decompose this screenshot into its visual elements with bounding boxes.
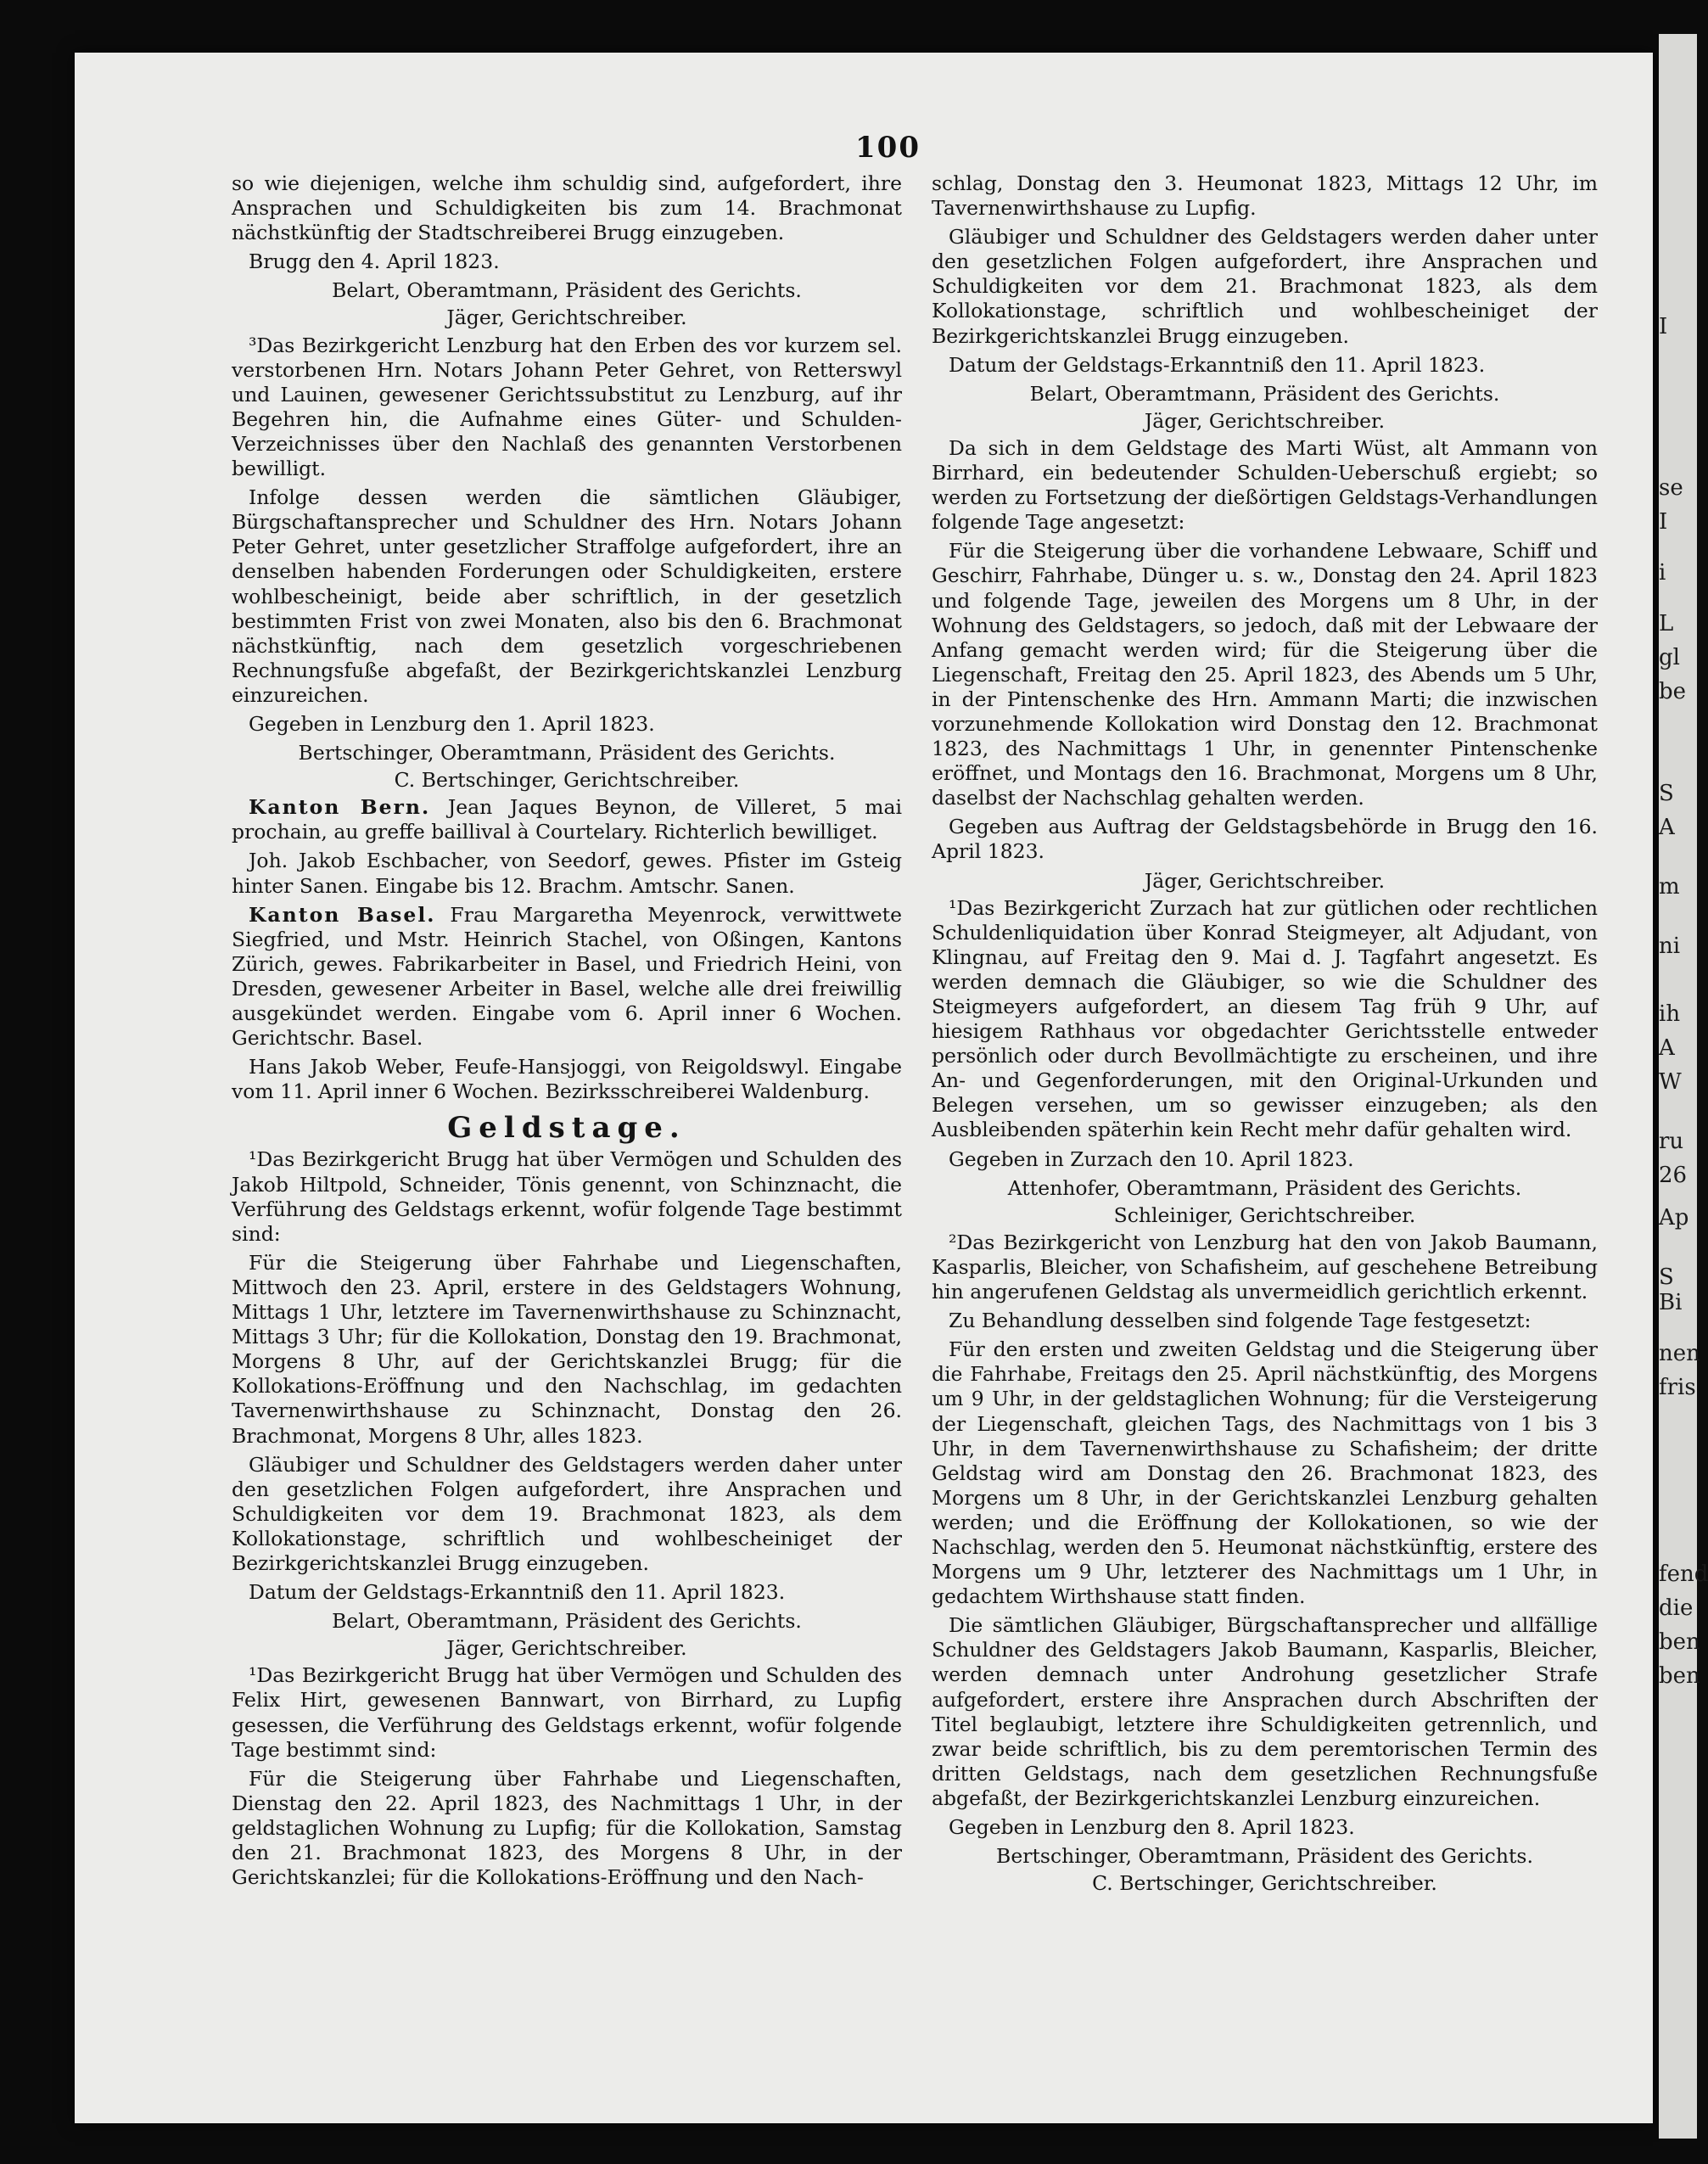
canton-lead: Kanton Basel. xyxy=(249,902,436,927)
notice-paragraph: Für die Steigerung über Fahrhabe und Liegenschaften, Dienstag den 22. April 1823, des Nachmittags 1 Uhr, in der geldstaglichen Wohnung zu Lupfig; für die Kollokation, Samstag den 21. Brachmonat 1823, des Morgens 8 Uhr, in der Gerichtskanzlei; für die Kollokations-Eröffnung und den Nach- xyxy=(232,1766,902,1890)
section-heading: Geldstage. xyxy=(447,1111,686,1146)
adjacent-page-fragment: W xyxy=(1659,1069,1682,1095)
notice-paragraph: Für den ersten und zweiten Geldstag und die Steigerung über die Fahrhabe, Freitags den 25. April nächstkünftig, des Morgens um 9 Uhr, in der geldstaglichen Wohnung; für die Versteigerung der Liegenschaft, gleichen Tags, des Nachmittags von 1 bis 3 Uhr, in dem Tavernenwirthshause zu Schafisheim; der dritte Geldstag wird am Donstag den 26. Brachmonat 1823, des Morgens um 8 Uhr, in der Gerichtskanzlei Lenzburg gehalten werden; und die Eröffnung der Kollokationen, so wie der Nachschlag, werden den 5. Heumonat nächstkünftig, erstere des Morgens um 9 Uhr, letzterer des Nachmittags um 1 Uhr, in gedachtem Wirthshause statt finden. xyxy=(932,1337,1598,1609)
adjacent-page-fragment: A xyxy=(1659,815,1675,840)
adjacent-page-fragment: ih xyxy=(1659,1001,1681,1027)
adjacent-page-fragment: S xyxy=(1659,781,1674,806)
signature-line: Jäger, Gerichtschreiber. xyxy=(1144,868,1386,893)
notice-paragraph: Gläubiger und Schuldner des Geldstagers werden daher unter den gesetzlichen Folgen aufgefordert, ihre Ansprachen und Schuldigkeiten vor dem 21. Brachmonat 1823, als dem Kollokationstage, schriftlich und wohlbescheiniget der Bezirkgerichtskanzlei Brugg einzugeben. xyxy=(932,225,1598,348)
notice-paragraph: Gegeben in Zurzach den 10. April 1823. xyxy=(949,1146,1354,1171)
notice-paragraph: ³Das Bezirkgericht Lenzburg hat den Erben des vor kurzem sel. verstorbenen Hrn. Notars Johann Peter Gehret, von Retterswyl und Lauinen, gewesener Gerichtssubstitut zu Lenzburg, auf ihr Begehren hin, die Aufnahme eines Güter- und Schulden-Verzeichnisses über den Nachlaß des genannten Verstorbenen bewilligt. xyxy=(232,333,902,481)
notice-paragraph: ¹Das Bezirkgericht Brugg hat über Vermögen und Schulden des Jakob Hiltpold, Schneider, Tönis genennt, von Schinznacht, die Verführung des Geldstags erkennt, wofür folgende Tage bestimmt sind: xyxy=(232,1147,902,1246)
notice-paragraph: so wie diejenigen, welche ihm schuldig sind, aufgefordert, ihre Ansprachen und Schuldigkeiten bis zum 14. Brachmonat nächstkünftig der Stadtschreiberei Brugg einzugeben. xyxy=(232,171,902,245)
notice-paragraph: Gegeben in Lenzburg den 1. April 1823. xyxy=(249,711,655,736)
notice-paragraph: ¹Das Bezirkgericht Zurzach hat zur gütlichen oder rechtlichen Schuldenliquidation über Konrad Steigmeyer, alt Adjudant, von Klingnau, auf Freitag den 9. Mai d. J. Tagfahrt angesetzt. Es werden demnach die Gläubiger, so wie die Schuldner des Steigmeyers aufgefordert, an diesem Tag früh 9 Uhr, auf hiesigem Rathhaus vor obgedachter Gerichtsstelle entweder persönlich oder durch Bevollmächtigte zu erscheinen, und ihre An- und Gegenforderungen, mit den Original-Urkunden und Belegen versehen, um so gewisser einzugeben; als den Ausbleibenden späterhin kein Recht mehr dafür gehalten wird. xyxy=(932,895,1598,1142)
adjacent-page-fragment: I xyxy=(1659,509,1668,535)
adjacent-page-fragment: 26 xyxy=(1659,1163,1688,1188)
notice-paragraph: Gegeben in Lenzburg den 8. April 1823. xyxy=(949,1815,1355,1839)
newspaper-page xyxy=(75,53,1653,2123)
adjacent-page-edge xyxy=(1659,34,1708,2139)
notice-paragraph: Die sämtlichen Gläubiger, Bürgschaftansprecher und allfällige Schuldner des Geldstagers Jakob Baumann, Kasparlis, Bleicher, werden demnach unter Androhung gesetzlicher Strafe aufgefordert, erstere ihre Ansprachen durch Abschriften der Titel beglaubigt, letztere ihre Schuldigkeiten getrennlich, und zwar beide schriftlich, bis zu dem peremtorischen Termin des dritten Geldstags, nach dem gesetzlichen Rechnungsfuße abgefaßt, der Bezirkgerichtskanzlei Lenzburg einzureichen. xyxy=(932,1613,1598,1810)
adjacent-page-fragment: gl xyxy=(1659,645,1680,670)
adjacent-page-fragment: fend xyxy=(1659,1561,1708,1587)
notice-paragraph: Datum der Geldstags-Erkanntniß den 11. April 1823. xyxy=(949,352,1486,377)
notice-paragraph: Joh. Jakob Eschbacher, von Seedorf, gewes. Pfister im Gsteig hinter Sanen. Eingabe bis 12. Brachm. Amtschr. Sanen. xyxy=(232,849,902,898)
adjacent-page-fragment: S xyxy=(1659,1264,1674,1290)
notice-paragraph: schlag, Donstag den 3. Heumonat 1823, Mittags 12 Uhr, im Tavernenwirthshause zu Lupfig. xyxy=(932,171,1598,221)
signature-line: Bertschinger, Oberamtmann, Präsident des Gerichts. xyxy=(996,1844,1533,1869)
notice-text: Jean Jaques Beynon, de Villeret, 5 mai prochain, au greffe baillival à Courtelary. Richterlich bewilliget. xyxy=(232,795,902,844)
signature-line: C. Bertschinger, Gerichtschreiber. xyxy=(1092,1871,1437,1896)
signature-line: Jäger, Gerichtschreiber. xyxy=(446,1636,687,1661)
notice-paragraph: Infolge dessen werden die sämtlichen Gläubiger, Bürgschaftansprecher und Schuldner des Hrn. Notars Johann Peter Gehret, unter gesetzlicher Straffolge aufgefordert, ihre an denselben habenden Forderungen oder Schuldigkeiten, erstere wohlbescheinigt, beide aber schriftlich, in der gesetzlich bestimmten Frist von zwei Monaten, also bis den 6. Brachmonat nächstkünftig, nach dem gesetzlich vorgeschriebenen Rechnungsfuße abgefaßt, der Bezirkgerichtskanzlei Lenzburg einzureichen. xyxy=(232,485,902,707)
adjacent-page-fragment: ru xyxy=(1659,1129,1684,1154)
notice-paragraph: Da sich in dem Geldstage des Marti Wüst, alt Ammann von Birrhard, ein bedeutender Schulden-Ueberschuß ergiebt; so werden zu Fortsetzung der dießörtigen Geldstags-Verhandlungen folgende Tage angesetzt: xyxy=(932,435,1598,535)
notice-paragraph: Gläubiger und Schuldner des Geldstagers werden daher unter den gesetzlichen Folgen aufgefordert, ihre Ansprachen und Schuldigkeiten vor dem 19. Brachmonat 1823, als dem Kollokationstage, schriftlich und wohlbescheiniget der Bezirkgerichtskanzlei Brugg einzugeben. xyxy=(232,1452,902,1575)
signature-line: Jäger, Gerichtschreiber. xyxy=(1144,408,1386,433)
signature-line: Belart, Oberamtmann, Präsident des Gerichts. xyxy=(1029,381,1500,406)
adjacent-page-fragment: Ap xyxy=(1659,1205,1689,1231)
adjacent-page-fragment: die xyxy=(1659,1595,1694,1621)
adjacent-page-fragment: ben xyxy=(1659,1629,1700,1655)
adjacent-page-fragment: ni xyxy=(1659,933,1681,959)
right-column xyxy=(932,171,1598,1898)
adjacent-page-fragment: I xyxy=(1659,314,1668,339)
adjacent-page-fragment: L xyxy=(1659,611,1674,636)
notice-paragraph: Zu Behandlung desselben sind folgende Tage festgesetzt: xyxy=(949,1309,1532,1333)
signature-line: Schleiniger, Gerichtschreiber. xyxy=(1113,1203,1416,1227)
left-column xyxy=(232,171,902,1894)
notice-text: Frau Margaretha Meyenrock, verwittwete Siegfried, und Mstr. Heinrich Stachel, von Oßingen, Kantons Zürich, gewes. Fabrikarbeiter in Basel, und Friedrich Heini, von Dresden, gewesener Arbeiter in Basel, welche alle drei freiwillig ausgekündet werden. Eingabe vom 6. April inner 6 Wochen. Gerichtschr. Basel. xyxy=(232,902,902,1051)
adjacent-page-fragment: A xyxy=(1659,1035,1675,1061)
notice-paragraph: Datum der Geldstags-Erkanntniß den 11. April 1823. xyxy=(249,1580,786,1605)
adjacent-page-fragment: m xyxy=(1659,874,1680,900)
page-number: 100 xyxy=(855,131,921,165)
notice-paragraph: Gegeben aus Auftrag der Geldstagsbehörde in Brugg den 16. April 1823. xyxy=(932,815,1598,864)
adjacent-page-fragment: fris xyxy=(1659,1375,1696,1400)
signature-line: Attenhofer, Oberamtmann, Präsident des Gerichts. xyxy=(1007,1175,1522,1200)
notice-paragraph: Für die Steigerung über Fahrhabe und Liegenschaften, Mittwoch den 23. April, erstere in des Geldstagers Wohnung, Mittags 1 Uhr, letztere im Tavernenwirthshause zu Schinznacht, Mittags 3 Uhr; für die Kollokation, Donstag den 19. Brachmonat, Morgens 8 Uhr, auf der Gerichtskanzlei Brugg; für die Kollokations-Eröffnung und den Nachschlag, im gedachten Tavernenwirthshause zu Schinznacht, Donstag den 26. Brachmonat, Morgens 8 Uhr, alles 1823. xyxy=(232,1250,902,1448)
adjacent-page-fragment: nen xyxy=(1659,1341,1700,1366)
signature-line: Bertschinger, Oberamtmann, Präsident des Gerichts. xyxy=(298,741,836,765)
notice-paragraph: Hans Jakob Weber, Feufe-Hansjoggi, von Reigoldswyl. Eingabe vom 11. April inner 6 Wochen. Bezirksschreiberei Waldenburg. xyxy=(232,1055,902,1104)
notice-paragraph: Für die Steigerung über die vorhandene Lebwaare, Schiff und Geschirr, Fahrhabe, Dünger u. s. w., Donstag den 24. April 1823 und folgende Tage, jeweilen des Morgens um 8 Uhr, in der Wohnung des Geldstagers, so jedoch, daß mit der Lebwaare der Anfang gemacht werden wird; für die Steigerung über die Liegenschaft, Freitag den 25. April 1823, des Abends um 5 Uhr, in der Pintenschenke des Hrn. Ammann Marti; die inzwischen vorzunehmende Kollokation wird Donstag den 12. Brachmonat 1823, des Nachmittags 1 Uhr, in genennter Pintenschenke eröffnet, und Montags den 16. Brachmonat, Morgens um 8 Uhr, daselbst der Nachschlag gehalten werden. xyxy=(932,539,1598,810)
notice-paragraph: ¹Das Bezirkgericht Brugg hat über Vermögen und Schulden des Felix Hirt, gewesenen Bannwart, von Birrhard, zu Lupfig gesessen, die Verführung des Geldstags erkennt, wofür folgende Tage bestimmt sind: xyxy=(232,1663,902,1762)
signature-line: Belart, Oberamtmann, Präsident des Gerichts. xyxy=(332,278,802,303)
adjacent-page-fragment: i xyxy=(1659,560,1666,586)
notice-paragraph xyxy=(232,903,902,1051)
adjacent-page-fragment: ben xyxy=(1659,1663,1700,1689)
signature-line: C. Bertschinger, Gerichtschreiber. xyxy=(394,768,740,793)
signature-line: Jäger, Gerichtschreiber. xyxy=(446,306,687,330)
adjacent-page-fragment: be xyxy=(1659,679,1687,704)
notice-paragraph: ²Das Bezirkgericht von Lenzburg hat den von Jakob Baumann, Kasparlis, Bleicher, von Schafisheim, auf geschehene Betreibung hin angerufenen Geldstag als unvermeidlich gerichtlich erkennt. xyxy=(932,1230,1598,1304)
adjacent-page-fragment: se xyxy=(1659,475,1683,501)
signature-line: Belart, Oberamtmann, Präsident des Gerichts. xyxy=(332,1609,802,1634)
canton-lead: Kanton Bern. xyxy=(249,795,431,820)
notice-paragraph xyxy=(232,795,902,844)
notice-paragraph: Brugg den 4. April 1823. xyxy=(249,249,500,274)
adjacent-page-fragment: Bi xyxy=(1659,1290,1683,1315)
